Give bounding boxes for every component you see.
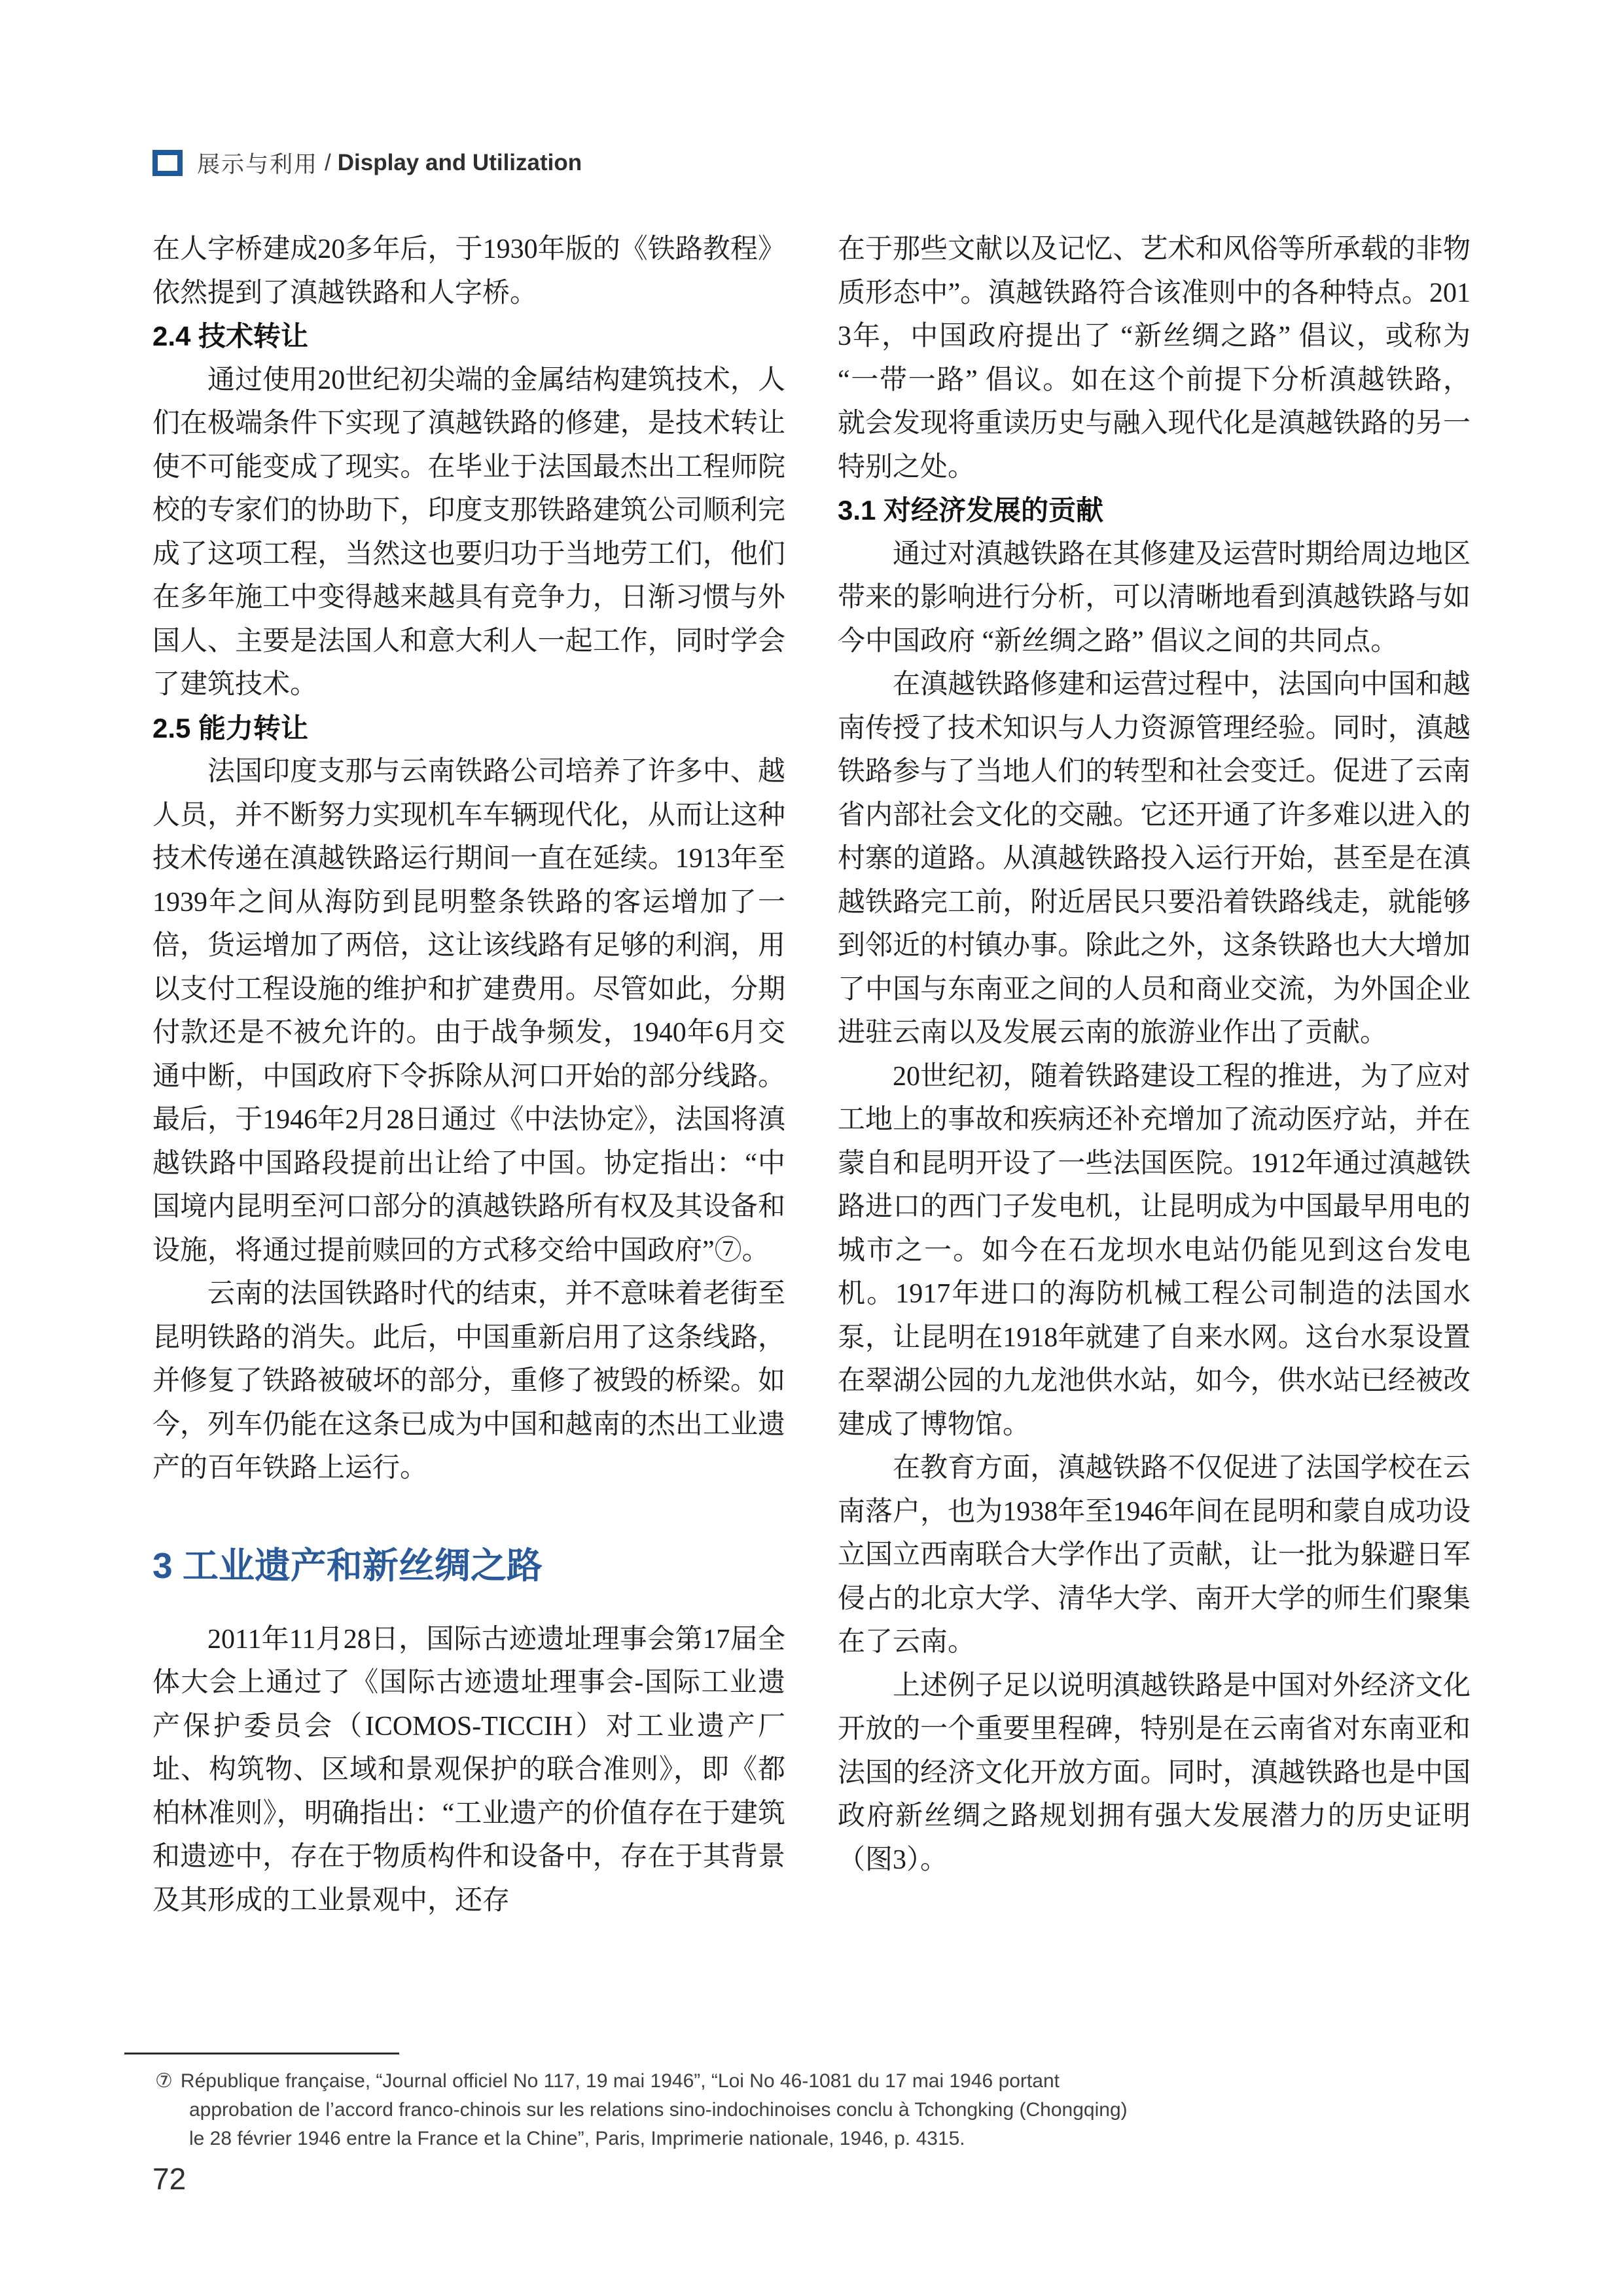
heading-2-4-technology-transfer: 2.4 技术转让 — [152, 321, 309, 351]
paragraph: 2011年11月28日，国际古迹遗址理事会第17届全体大会上通过了《国际古迹遗址理事会-国际工业遗产保护委员会（ICOMOS-TICCIH）对工业遗产厂址、构筑物、区域和景观保护的联合准则》，即《都柏林准则》，明确指出：“工业遗产的价值存在于建筑和遗迹中，存在于物质构件和设备中，存在于其背景及其形成的工业景观中，还存 — [152, 1624, 785, 1916]
footnote — [155, 2067, 1477, 2153]
paragraph: 在滇越铁路修建和运营过程中，法国向中国和越南传授了技术知识与人力资源管理经验。同时，滇越铁路参与了当地人们的转型和社会变迁。促进了云南省内部社会文化的交融。它还开通了许多难以进入的村寨的道路。从滇越铁路投入运行开始，甚至是在滇越铁路完工前，附近居民只要沿着铁路线走，就能够到邻近的村镇办事。除此之外，这条铁路也大大增加了中国与东南亚之间的人员和商业交流，为外国企业进驻云南以及发展云南的旅游业作出了贡献。 — [838, 670, 1471, 1048]
footnote-line: approbation de l’accord franco-chinois sur les relations sino-indochinoises conclu à Tchongking (Chongqing) — [189, 2099, 1128, 2121]
header-section-zh: 展示与利用 — [197, 152, 319, 177]
footnote-line — [155, 2067, 1477, 2096]
paragraph: 上述例子足以说明滇越铁路是中国对外经济文化开放的一个重要里程碑，特别是在云南省对东南亚和法国的经济文化开放方面。同时，滇越铁路也是中国政府新丝绸之路规划拥有强大发展潜力的历史证明（图3）。 — [838, 1670, 1471, 1875]
right-column — [838, 228, 1471, 1882]
footnote-marker: ⑦ — [155, 2070, 173, 2092]
paragraph: 法国印度支那与云南铁路公司培养了许多中、越人员，并不断努力实现机车车辆现代化，从而让这种技术传递在滇越铁路运行期间一直在延续。1913年至1939年之间从海防到昆明整条铁路的客运增加了一倍，货运增加了两倍，这让该线路有足够的利润，用以支付工程设施的维护和扩建费用。尽管如此，分期付款还是不被允许的。由于战争频发，1940年6月交通中断，中国政府下令拆除从河口开始的部分线路。最后，于1946年2月28日通过《中法协定》，法国将滇越铁路中国路段提前出让给了中国。协定指出：“中国境内昆明至河口部分的滇越铁路所有权及其设备和设施，将通过提前赎回的方式移交给中国政府”⑦。 — [152, 757, 785, 1266]
page-number: 72 — [152, 2162, 187, 2196]
paragraph: 通过使用20世纪初尖端的金属结构建筑技术，人们在极端条件下实现了滇越铁路的修建，是技术转让使不可能变成了现实。在毕业于法国最杰出工程师院校的专家们的协助下，印度支那铁路建筑公司顺利完成了这项工程，当然这也要归功于当地劳工们，他们在多年施工中变得越来越具有竞争力，日渐习惯与外国人、主要是法国人和意大利人一起工作，同时学会了建筑技术。 — [152, 365, 785, 700]
footnote-text: République française, “Journal officiel No 117, 19 mai 1946”, “Loi No 46-1081 du 17 mai 1946 portant — [180, 2070, 1060, 2092]
paragraph: 在于那些文献以及记忆、艺术和风俗等所承载的非物质形态中”。滇越铁路符合该准则中的各种特点。2013年，中国政府提出了 “新丝绸之路” 倡议，或称为 “一带一路” 倡议。如在这个前提下分析滇越铁路，就会发现将重读历史与融入现代化是滇越铁路的另一特别之处。 — [838, 234, 1471, 482]
header-separator: / — [325, 150, 331, 175]
paragraph: 20世纪初，随着铁路建设工程的推进，为了应对工地上的事故和疾病还补充增加了流动医疗站，并在蒙自和昆明开设了一些法国医院。1912年通过滇越铁路进口的西门子发电机，让昆明成为中国最早用电的城市之一。如今在石龙坝水电站仍能见到这台发电机。1917年进口的海防机械工程公司制造的法国水泵，让昆明在1918年就建了自来水网。这台水泵设置在翠湖公园的九龙池供水站，如今，供水站已经被改建成了博物馆。 — [838, 1061, 1471, 1440]
paragraph: 通过对滇越铁路在其修建及运营时期给周边地区带来的影响进行分析，可以清晰地看到滇越铁路与如今中国政府 “新丝绸之路” 倡议之间的共同点。 — [838, 539, 1471, 656]
heading-2-5-capacity-transfer: 2.5 能力转让 — [152, 712, 309, 744]
footnote-line: le 28 février 1946 entre la France et la Chine”, Paris, Imprimerie nationale, 1946, p. 4315. — [189, 2128, 965, 2149]
heading-3-industrial-heritage-new-silk-road: 3 工业遗产和新丝绸之路 — [152, 1545, 543, 1586]
paragraph: 在人字桥建成20多年后，于1930年版的《铁路教程》依然提到了滇越铁路和人字桥。 — [152, 234, 785, 308]
header-section-en: Display and Utilization — [337, 150, 582, 175]
paragraph: 在教育方面，滇越铁路不仅促进了法国学校在云南落户，也为1938年至1946年间在昆明和蒙自成功设立国立西南联合大学作出了贡献，让一批为躲避日军侵占的北京大学、清华大学、南开大学的师生们聚集在了云南。 — [838, 1453, 1471, 1657]
footnote-divider — [124, 2053, 399, 2054]
heading-3-1-economic-contribution: 3.1 对经济发展的贡献 — [838, 495, 1104, 526]
page-header — [152, 147, 582, 179]
left-column — [152, 228, 785, 1922]
paragraph: 云南的法国铁路时代的结束，并不意味着老街至昆明铁路的消失。此后，中国重新启用了这条线路，并修复了铁路被破坏的部分，重修了被毁的桥梁。如今，列车仍能在这条已成为中国和越南的杰出工业遗产的百年铁路上运行。 — [152, 1279, 785, 1483]
section-square-icon — [152, 150, 183, 176]
